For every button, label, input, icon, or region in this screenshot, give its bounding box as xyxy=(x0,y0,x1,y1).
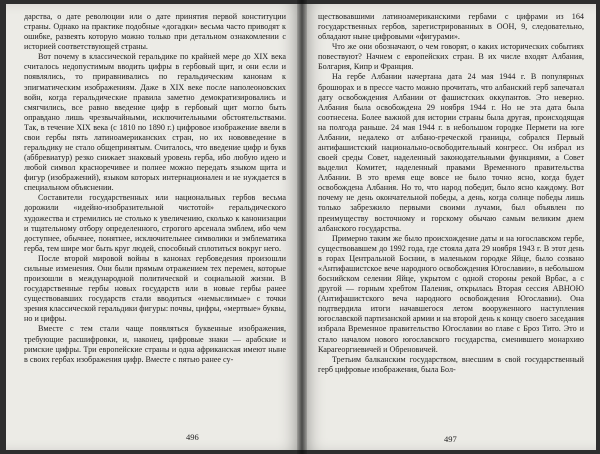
left-page-number: 496 xyxy=(186,432,199,442)
right-page-number: 497 xyxy=(444,434,457,444)
book-gutter xyxy=(297,0,307,454)
right-page xyxy=(302,4,596,450)
right-paragraph-2: Что же они обозначают, о чем говорят, о каких исторических событиях повествуют? Начнем с европейских стран. В их числе входят Албания, Болгария, Кипр и Франция. xyxy=(318,42,584,72)
left-paragraph-4: После второй мировой войны в канонах гербоведения произошли сильные изменения. Они были прямым отражением тех перемен, которые произошли в международной политической и социальной жизни. В государственные гербы новых государств или в новые гербы ранее существовавших государств стали вводиться «немыслимые» с точки зрения классической геральдики фигуры: почвы, цифры, «мертвые» буквы, но и цифры. xyxy=(24,253,286,324)
left-paragraph-3: Составители государственных или национальных гербов весьма дорожили «идейно-изобразительной чистотой» геральдического художества и стремились не столько к увеличению, сколько к канонизации и тщательному отбору определенного, строгого арсенала эмблем, ибо чем доступнее, обычнее, понятнее, исключительнее символики и эмблематика герба, тем шире мог быть круг людей, способный сплотиться вокруг него. xyxy=(24,193,286,253)
left-paragraph-5: Вместе с тем стали чаще появляться буквенные изображения, требующие расшифровки, и, наконец, цифровые знаки — арабские и римские цифры. Три европейские страны и одна африканская имеют ныне в своих гербах изображения цифр. Вместе с пятью ранее су- xyxy=(24,324,286,364)
right-page-text xyxy=(318,12,584,375)
right-paragraph-4: Примерно таким же было происхождение даты и на югославском гербе, существовавшем до 1992 года, где стояла дата 29 ноября 1943 г. В этот день в горах Центральной Боснии, в маленьком городке Яйце, было созвано «Антифашистское вече народного освобождения Югославии», в небольшом боснийском селении Яйце, укрытом с одной стороны рекой Врбас, а с другой — горным хребтом Паленик, открылась Вторая сессия АВНОЮ (Антифашистского веча народного освобождения Югославии). Она подтвердила итоги начавшегося летом вооруженного наступления югославской партизанской армии и на второй день к концу своего заседания избрала Временное правительство Югославии во главе с Броз Тито. Это и стало началом нового югославского государства, сменившего монархию Карагеоргиевичей и Обреновичей. xyxy=(318,233,584,354)
left-paragraph-2: Вот почему в классической геральдике по крайней мере до XIX века считалось недопустимым вводить цифры в гербовый щит, и они если и появлялись, то приравнивались по геральдическим канонам к эпигматическим изображениям. Даже в XIX веке после наполеоновских войн, когда геральдические правила заметно демократизировались и смягчились, все равно введение цифр в гербовый щит могло быть оправдано лишь чрезвычайными, исключительными обстоятельствами. Так, в течение XIX века (с 1810 по 1890 г.) цифровое изображение ввели в свои гербы пять латиноамериканских стран, но их нововведение в геральдику не стало общепринятым. Считалось, что введение цифр и букв (аббревиатур) резко снижает знаковый уровень герба, ибо любую идею и любой символ красноречивее и полнее можно передать языком щита и фигур (изображений), языком которых интернационален и не нуждается в специальном объяснении. xyxy=(24,52,286,193)
right-paragraph-3: На гербе Албании начертана дата 24 мая 1944 г. В популярных брошюрах и в прессе часто можно прочитать, что албанский герб запечатал дату освобождения Албании от фашистских оккупантов. Это неверно. Албания была освобождена 29 ноября 1944 г. Но не эта дата была соотнесена. Более важной для истории страны была другая, происходящая на полгода раньше. 24 мая 1944 г. в небольшом городке Пермети на юге Албании, недалеко от албано-греческой границы, собрался Первый антифашистский национально-освободительный конгресс. Он избрал из своей среды Совет, наделенный законодательными функциями, а Совет выделил Комитет, наделенный правами Временного правительства Албании. В это время еще вовсе не было точно ясно, когда будет освобождена Албания. Но то, что народ победит, было ясно каждому. Вот почему не день окончательной победы, а день, когда солнце победы лишь только забрезжило первыми своими лучами, был объявлен по преимуществу восточному и горскому обычаю самым великим днем албанского государства. xyxy=(318,72,584,233)
left-paragraph-1: дарства, о дате революции или о дате принятия первой конституции страны. Однако на практике подобные «догадки» весьма часто приводят к ошибке, развеять которую можно только при детальном ознакомлении с историей соответствующей страны. xyxy=(24,12,286,52)
left-page-text xyxy=(24,12,286,365)
right-paragraph-5: Третьим балканским государством, внесшим в свой государственный герб цифровые изображения, была Бол- xyxy=(318,354,584,374)
right-paragraph-1: ществовавшими латиноамериканскими гербами с цифрами из 164 государственных гербов, зарегистрированных в ООН, 9, следовательно, обладают ныне цифровыми «фигурами». xyxy=(318,12,584,42)
left-page xyxy=(6,4,302,450)
